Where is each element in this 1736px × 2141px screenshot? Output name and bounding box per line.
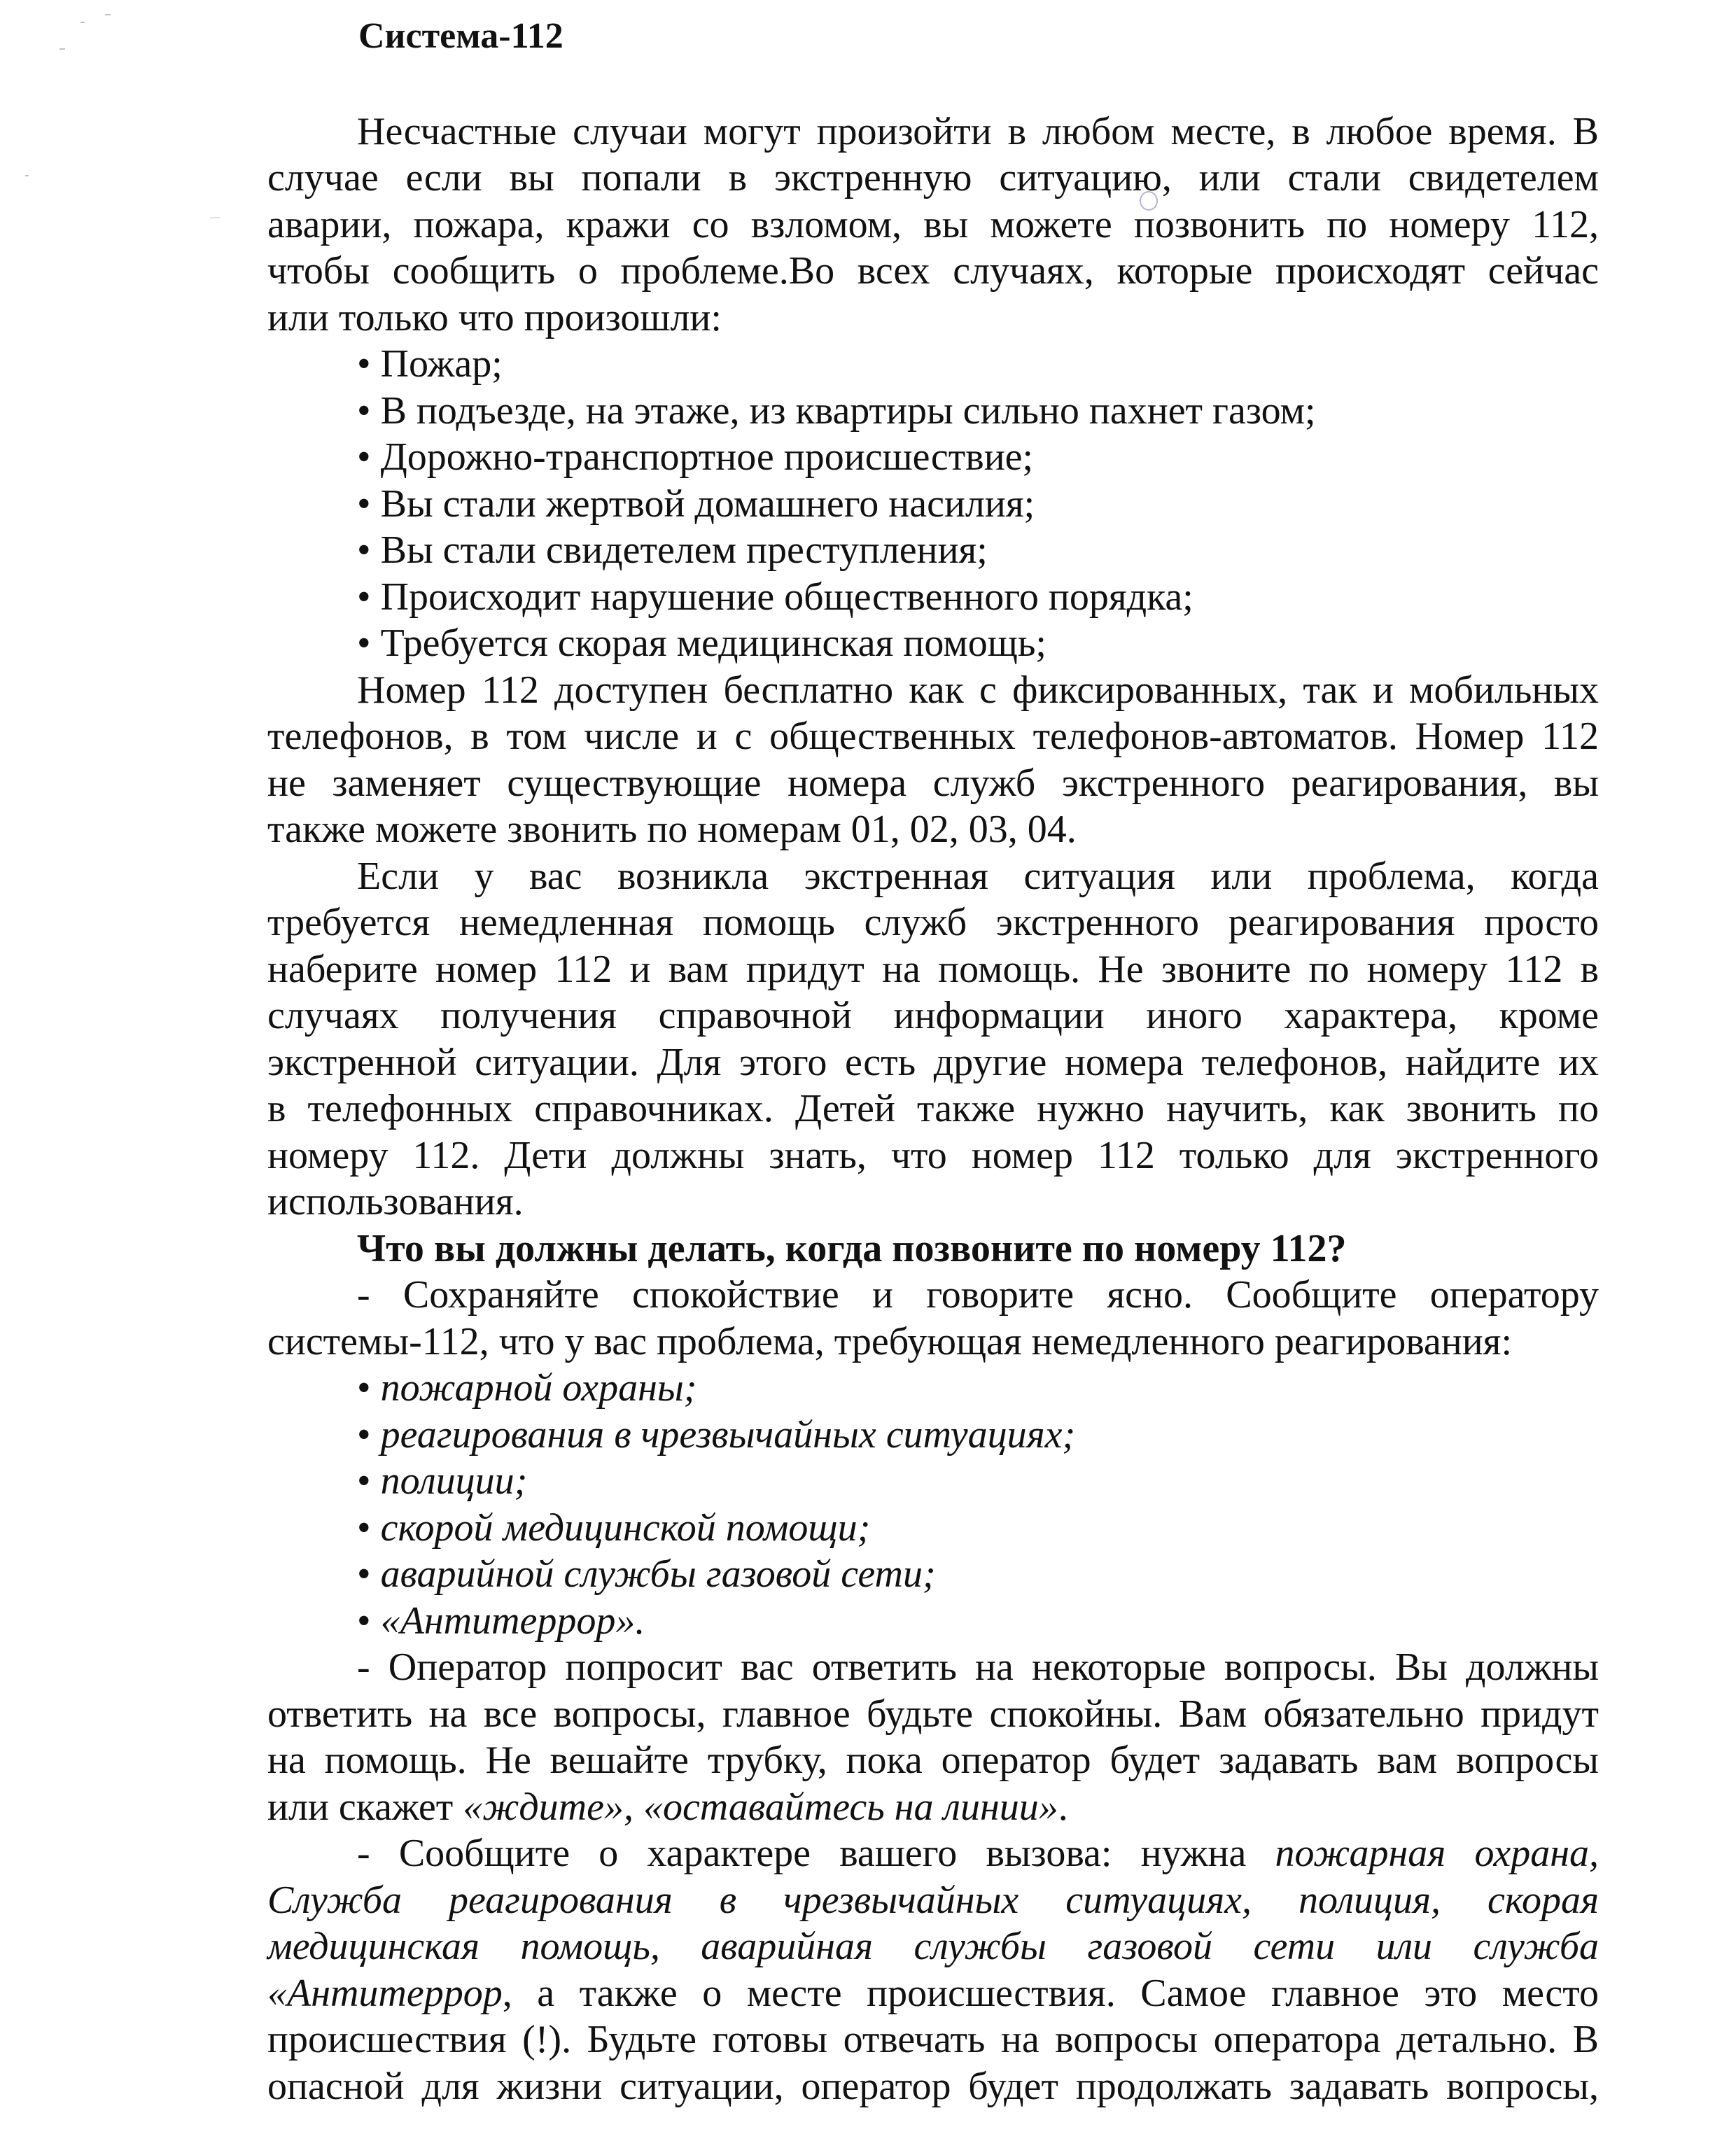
step2-line-1: - Оператор попросит вас ответить на некоторые вопросы. Вы должны: [357, 1645, 1599, 1689]
availability-line-2: телефонов, в том числе и с общественных телефонов-автоматов. Номер 112: [267, 715, 1599, 758]
usage-line-8: использования.: [267, 1180, 524, 1223]
intro-line-4: чтобы сообщить о проблеме.Во всех случаях, которые происходят сейчас: [267, 249, 1599, 293]
scan-speck: [105, 14, 111, 15]
usage-line-1: Если у вас возникла экстренная ситуация или проблема, когда: [357, 855, 1599, 898]
usage-line-2: требуется немедленная помощь служб экстренного реагирования просто: [267, 901, 1599, 944]
service-label: «Антитеррор».: [380, 1599, 645, 1643]
step1-line-1: - Сохраняйте спокойствие и говорите ясно. Сообщите оператору: [357, 1273, 1599, 1317]
intro-line-3: аварии, пожара, кражи со взломом, вы можете позвонить по номеру 112,: [267, 203, 1599, 246]
scan-speck: [210, 217, 220, 218]
situation-item: • Вы стали свидетелем преступления;: [357, 528, 988, 572]
scan-speck: [25, 175, 29, 176]
step2-line-3: на помощь. Не вешайте трубку, пока оператор будет задавать вам вопросы: [267, 1739, 1599, 1782]
situation-item: • Дорожно-транспортное происшествие;: [357, 435, 1034, 479]
situation-item: • Происходит нарушение общественного порядка;: [357, 575, 1194, 619]
step2-quote: «ждите», «оставайтесь на линии»: [463, 1785, 1058, 1829]
step3-text: , а также о месте происшествия. Самое главное это место: [502, 1972, 1599, 2015]
service-label: полиции;: [380, 1459, 528, 1503]
situation-item: • Вы стали жертвой домашнего насилия;: [357, 482, 1035, 526]
step3-italic: «Антитеррор: [267, 1972, 503, 2015]
service-item: [357, 1412, 1599, 1458]
usage-line-3: наберите номер 112 и вам придут на помощь. Не звоните по номеру 112 в: [267, 948, 1599, 991]
intro-line-1: Несчастные случаи могут произойти в любом месте, в любое время. В: [357, 110, 1599, 153]
intro-line-5: или только что произошли:: [267, 296, 722, 339]
service-item: [357, 1505, 1599, 1551]
availability-line-3: не заменяет существующие номера служб экстренного реагирования, вы: [267, 761, 1599, 805]
scan-speck: [59, 48, 65, 50]
step3-line-3: медицинская помощь, аварийная службы газовой сети или служба: [267, 1925, 1599, 1968]
step3-italic: пожарная охрана,: [1275, 1832, 1599, 1875]
step2-line-2: ответить на все вопросы, главное будьте спокойны. Вам обязательно придут: [267, 1692, 1599, 1736]
service-label: скорой медицинской помощи;: [380, 1506, 871, 1550]
scan-speck: [80, 22, 85, 23]
service-item: [357, 1365, 1599, 1411]
situation-item: • Пожар;: [357, 342, 503, 386]
step2-period: .: [1058, 1785, 1068, 1829]
usage-line-5: экстренной ситуации. Для этого есть другие номера телефонов, найдите их: [267, 1041, 1599, 1084]
step2-line-4: [267, 1784, 1599, 1830]
availability-line-4: также можете звонить по номерам 01, 02, 03, 04.: [267, 808, 1077, 851]
bullet-icon: •: [357, 1413, 371, 1456]
service-label: аварийной службы газовой сети;: [380, 1552, 936, 1596]
step3-line-5: происшествия (!). Будьте готовы отвечать на вопросы оператора детально. В: [267, 2018, 1599, 2061]
situation-item: • Требуется скорая медицинская помощь;: [357, 622, 1046, 665]
bullet-icon: •: [357, 1459, 371, 1503]
section-heading: Что вы должны делать, когда позвоните по номеру 112?: [357, 1227, 1347, 1270]
intro-line-2: случае если вы попали в экстренную ситуацию, или стали свидетелем: [267, 156, 1599, 199]
document-title: Система-112: [358, 16, 564, 56]
service-item: [357, 1598, 1599, 1644]
availability-line-1: Номер 112 доступен бесплатно как с фиксированных, так и мобильных: [357, 668, 1599, 712]
bullet-icon: •: [357, 1366, 371, 1410]
service-label: реагирования в чрезвычайных ситуациях;: [380, 1413, 1076, 1456]
step1-line-2: системы-112, что у вас проблема, требующая немедленного реагирования:: [267, 1320, 1512, 1363]
usage-line-6: в телефонных справочниках. Детей также нужно научить, как звонить по: [267, 1087, 1599, 1130]
bullet-icon: •: [357, 1506, 371, 1550]
bullet-icon: •: [357, 1552, 371, 1596]
step3-line-1: [357, 1830, 1599, 1876]
service-item: [357, 1458, 1599, 1504]
step3-line-4: [267, 1970, 1599, 2016]
step3-line-2: Служба реагирования в чрезвычайных ситуациях, полиция, скорая: [267, 1879, 1599, 1922]
step3-line-6: опасной для жизни ситуации, оператор будет продолжать задавать вопросы,: [267, 2065, 1599, 2108]
usage-line-4: случаях получения справочной информации иного характера, кроме: [267, 994, 1599, 1037]
step3-text: - Сообщите о характере вашего вызова: нужна: [357, 1832, 1275, 1875]
bullet-icon: •: [357, 1599, 371, 1643]
step2-text: или скажет: [267, 1785, 463, 1829]
usage-line-7: номеру 112. Дети должны знать, что номер 112 только для экстренного: [267, 1134, 1599, 1177]
service-label: пожарной охраны;: [380, 1366, 697, 1410]
service-item: [357, 1551, 1599, 1597]
situation-item: • В подъезде, на этаже, из квартиры сильно пахнет газом;: [357, 389, 1316, 433]
